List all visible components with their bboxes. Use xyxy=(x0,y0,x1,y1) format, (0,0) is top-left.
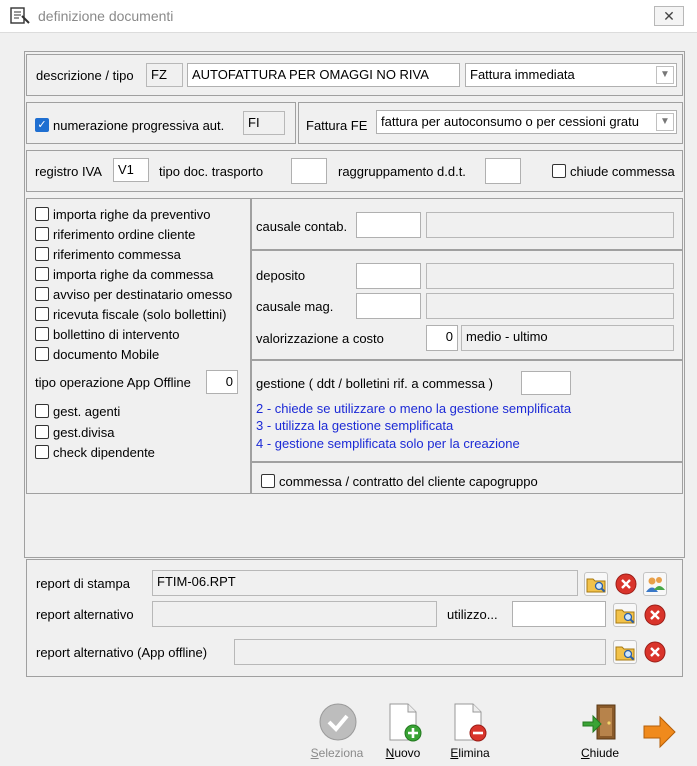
option-checkbox-1[interactable] xyxy=(35,227,49,241)
option-checkbox-7[interactable] xyxy=(35,347,49,361)
fattura-fe-label: Fattura FE xyxy=(306,118,368,133)
checkmark-icon xyxy=(318,702,358,742)
capogruppo-label: commessa / contratto del cliente capogruppo xyxy=(279,474,538,489)
option-checkbox-2[interactable] xyxy=(35,247,49,261)
folder-search-icon xyxy=(614,641,636,663)
chiude-commessa-checkbox[interactable] xyxy=(552,164,566,178)
option-checkbox-4[interactable] xyxy=(35,287,49,301)
report-alternativo-field[interactable] xyxy=(152,601,437,627)
document-type-value: Fattura immediata xyxy=(470,67,575,82)
gest-agenti-checkbox[interactable] xyxy=(35,404,49,418)
option-label-6: bollettino di intervento xyxy=(53,327,180,342)
report-stampa-field[interactable]: FTIM-06.RPT xyxy=(152,570,578,596)
document-type-select[interactable] xyxy=(465,63,677,87)
valorizzazione-label: valorizzazione a costo xyxy=(256,331,384,346)
causale-contab-label: causale contab. xyxy=(256,219,348,234)
elimina-label: Elimina xyxy=(450,746,490,760)
utilizzo-field[interactable] xyxy=(512,601,606,627)
gestione-label: gestione ( ddt / bolletini rif. a commessa ) xyxy=(256,376,493,391)
trasporto-label: tipo doc. trasporto xyxy=(159,164,264,179)
gestione-field[interactable] xyxy=(521,371,571,395)
seleziona-label: Seleziona xyxy=(310,746,364,760)
registro-iva-label: registro IVA xyxy=(35,164,102,179)
clear-report-alternativo-button[interactable] xyxy=(643,603,667,627)
causale-mag-code-field[interactable] xyxy=(356,293,421,319)
report-offline-field[interactable] xyxy=(234,639,606,665)
gest-divisa-checkbox[interactable] xyxy=(35,425,49,439)
exit-door-icon xyxy=(581,702,621,742)
folder-search-icon xyxy=(585,573,607,595)
browse-report-alternativo-button[interactable] xyxy=(613,603,637,627)
users-report-button[interactable] xyxy=(643,572,667,596)
gestione-note-3: 3 - utilizza la gestione semplificata xyxy=(256,418,454,433)
causale-contab-code-field[interactable] xyxy=(356,212,421,238)
delete-document-icon xyxy=(451,702,489,742)
app-offline-label: tipo operazione App Offline xyxy=(35,375,191,390)
deposito-code-field[interactable] xyxy=(356,263,421,289)
gest-divisa-label: gest.divisa xyxy=(53,425,115,440)
option-label-4: avviso per destinatario omesso xyxy=(53,287,233,302)
new-document-icon xyxy=(386,702,424,742)
next-button[interactable] xyxy=(641,714,677,750)
seleziona-button[interactable] xyxy=(310,702,364,764)
raggruppamento-field[interactable] xyxy=(485,158,521,184)
report-offline-label: report alternativo (App offline) xyxy=(36,645,208,660)
chevron-down-icon[interactable]: ▼ xyxy=(656,113,674,131)
check-dipendente-label: check dipendente xyxy=(53,445,155,460)
app-icon xyxy=(10,7,30,25)
registro-iva-field[interactable]: V1 xyxy=(113,158,149,182)
nuovo-label: Nuovo xyxy=(385,746,421,760)
option-checkbox-3[interactable] xyxy=(35,267,49,281)
chiude-button[interactable] xyxy=(575,702,625,764)
browse-report-stampa-button[interactable] xyxy=(584,572,608,596)
numerazione-value-field[interactable]: FI xyxy=(243,111,285,135)
option-checkbox-5[interactable] xyxy=(35,307,49,321)
option-label-0: importa righe da preventivo xyxy=(53,207,211,222)
clear-report-offline-button[interactable] xyxy=(643,640,667,664)
check-dipendente-checkbox[interactable] xyxy=(35,445,49,459)
option-label-2: riferimento commessa xyxy=(53,247,181,262)
utilizzo-label: utilizzo... xyxy=(447,607,498,622)
report-alternativo-label: report alternativo xyxy=(36,607,134,622)
window-title: definizione documenti xyxy=(38,8,174,24)
trasporto-field[interactable] xyxy=(291,158,327,184)
causale-mag-label: causale mag. xyxy=(256,299,334,314)
valorizzazione-code-field[interactable]: 0 xyxy=(426,325,458,351)
causale-contab-desc-field xyxy=(426,212,674,238)
deposito-label: deposito xyxy=(256,268,306,283)
causale-mag-desc-field xyxy=(426,293,674,319)
arrow-right-icon xyxy=(641,714,677,750)
chiude-commessa-label: chiude commessa xyxy=(570,164,675,179)
report-stampa-label: report di stampa xyxy=(36,576,130,591)
close-window-button[interactable]: ✕ xyxy=(654,6,684,26)
raggruppamento-label: raggruppamento d.d.t. xyxy=(338,164,466,179)
folder-search-icon xyxy=(614,604,636,626)
option-checkbox-0[interactable] xyxy=(35,207,49,221)
title-bar xyxy=(0,0,697,33)
document-code-field[interactable]: FZ xyxy=(146,63,183,87)
browse-report-offline-button[interactable] xyxy=(613,640,637,664)
gestione-note-2: 2 - chiede se utilizzare o meno la gestione semplificata xyxy=(256,401,572,416)
document-description-field[interactable]: AUTOFATTURA PER OMAGGI NO RIVA xyxy=(187,63,460,87)
clear-report-stampa-button[interactable] xyxy=(614,572,638,596)
option-label-1: riferimento ordine cliente xyxy=(53,227,196,242)
descrizione-label: descrizione / tipo xyxy=(36,68,134,83)
delete-icon xyxy=(614,572,638,596)
delete-icon xyxy=(643,640,667,664)
fattura-fe-value: fattura per autoconsumo o per cessioni gratu xyxy=(381,114,639,129)
option-label-7: documento Mobile xyxy=(53,347,160,362)
deposito-desc-field xyxy=(426,263,674,289)
delete-icon xyxy=(643,603,667,627)
elimina-button[interactable] xyxy=(445,702,495,764)
valorizzazione-desc-field: medio - ultimo xyxy=(461,325,674,351)
option-label-5: ricevuta fiscale (solo bollettini) xyxy=(53,307,227,322)
numerazione-label: numerazione progressiva aut. xyxy=(53,118,225,133)
users-icon xyxy=(644,573,666,595)
numerazione-checkbox[interactable]: ✓ xyxy=(35,118,49,132)
chiude-label: Chiude xyxy=(580,746,620,760)
app-offline-field[interactable]: 0 xyxy=(206,370,238,394)
gest-agenti-label: gest. agenti xyxy=(53,404,121,419)
gestione-note-4: 4 - gestione semplificata solo per la creazione xyxy=(256,436,520,451)
option-label-3: importa righe da commessa xyxy=(53,267,214,282)
fattura-fe-select[interactable] xyxy=(376,110,677,134)
capogruppo-checkbox[interactable] xyxy=(261,474,275,488)
nuovo-button[interactable] xyxy=(378,702,428,764)
option-checkbox-6[interactable] xyxy=(35,327,49,341)
chevron-down-icon[interactable]: ▼ xyxy=(656,66,674,84)
